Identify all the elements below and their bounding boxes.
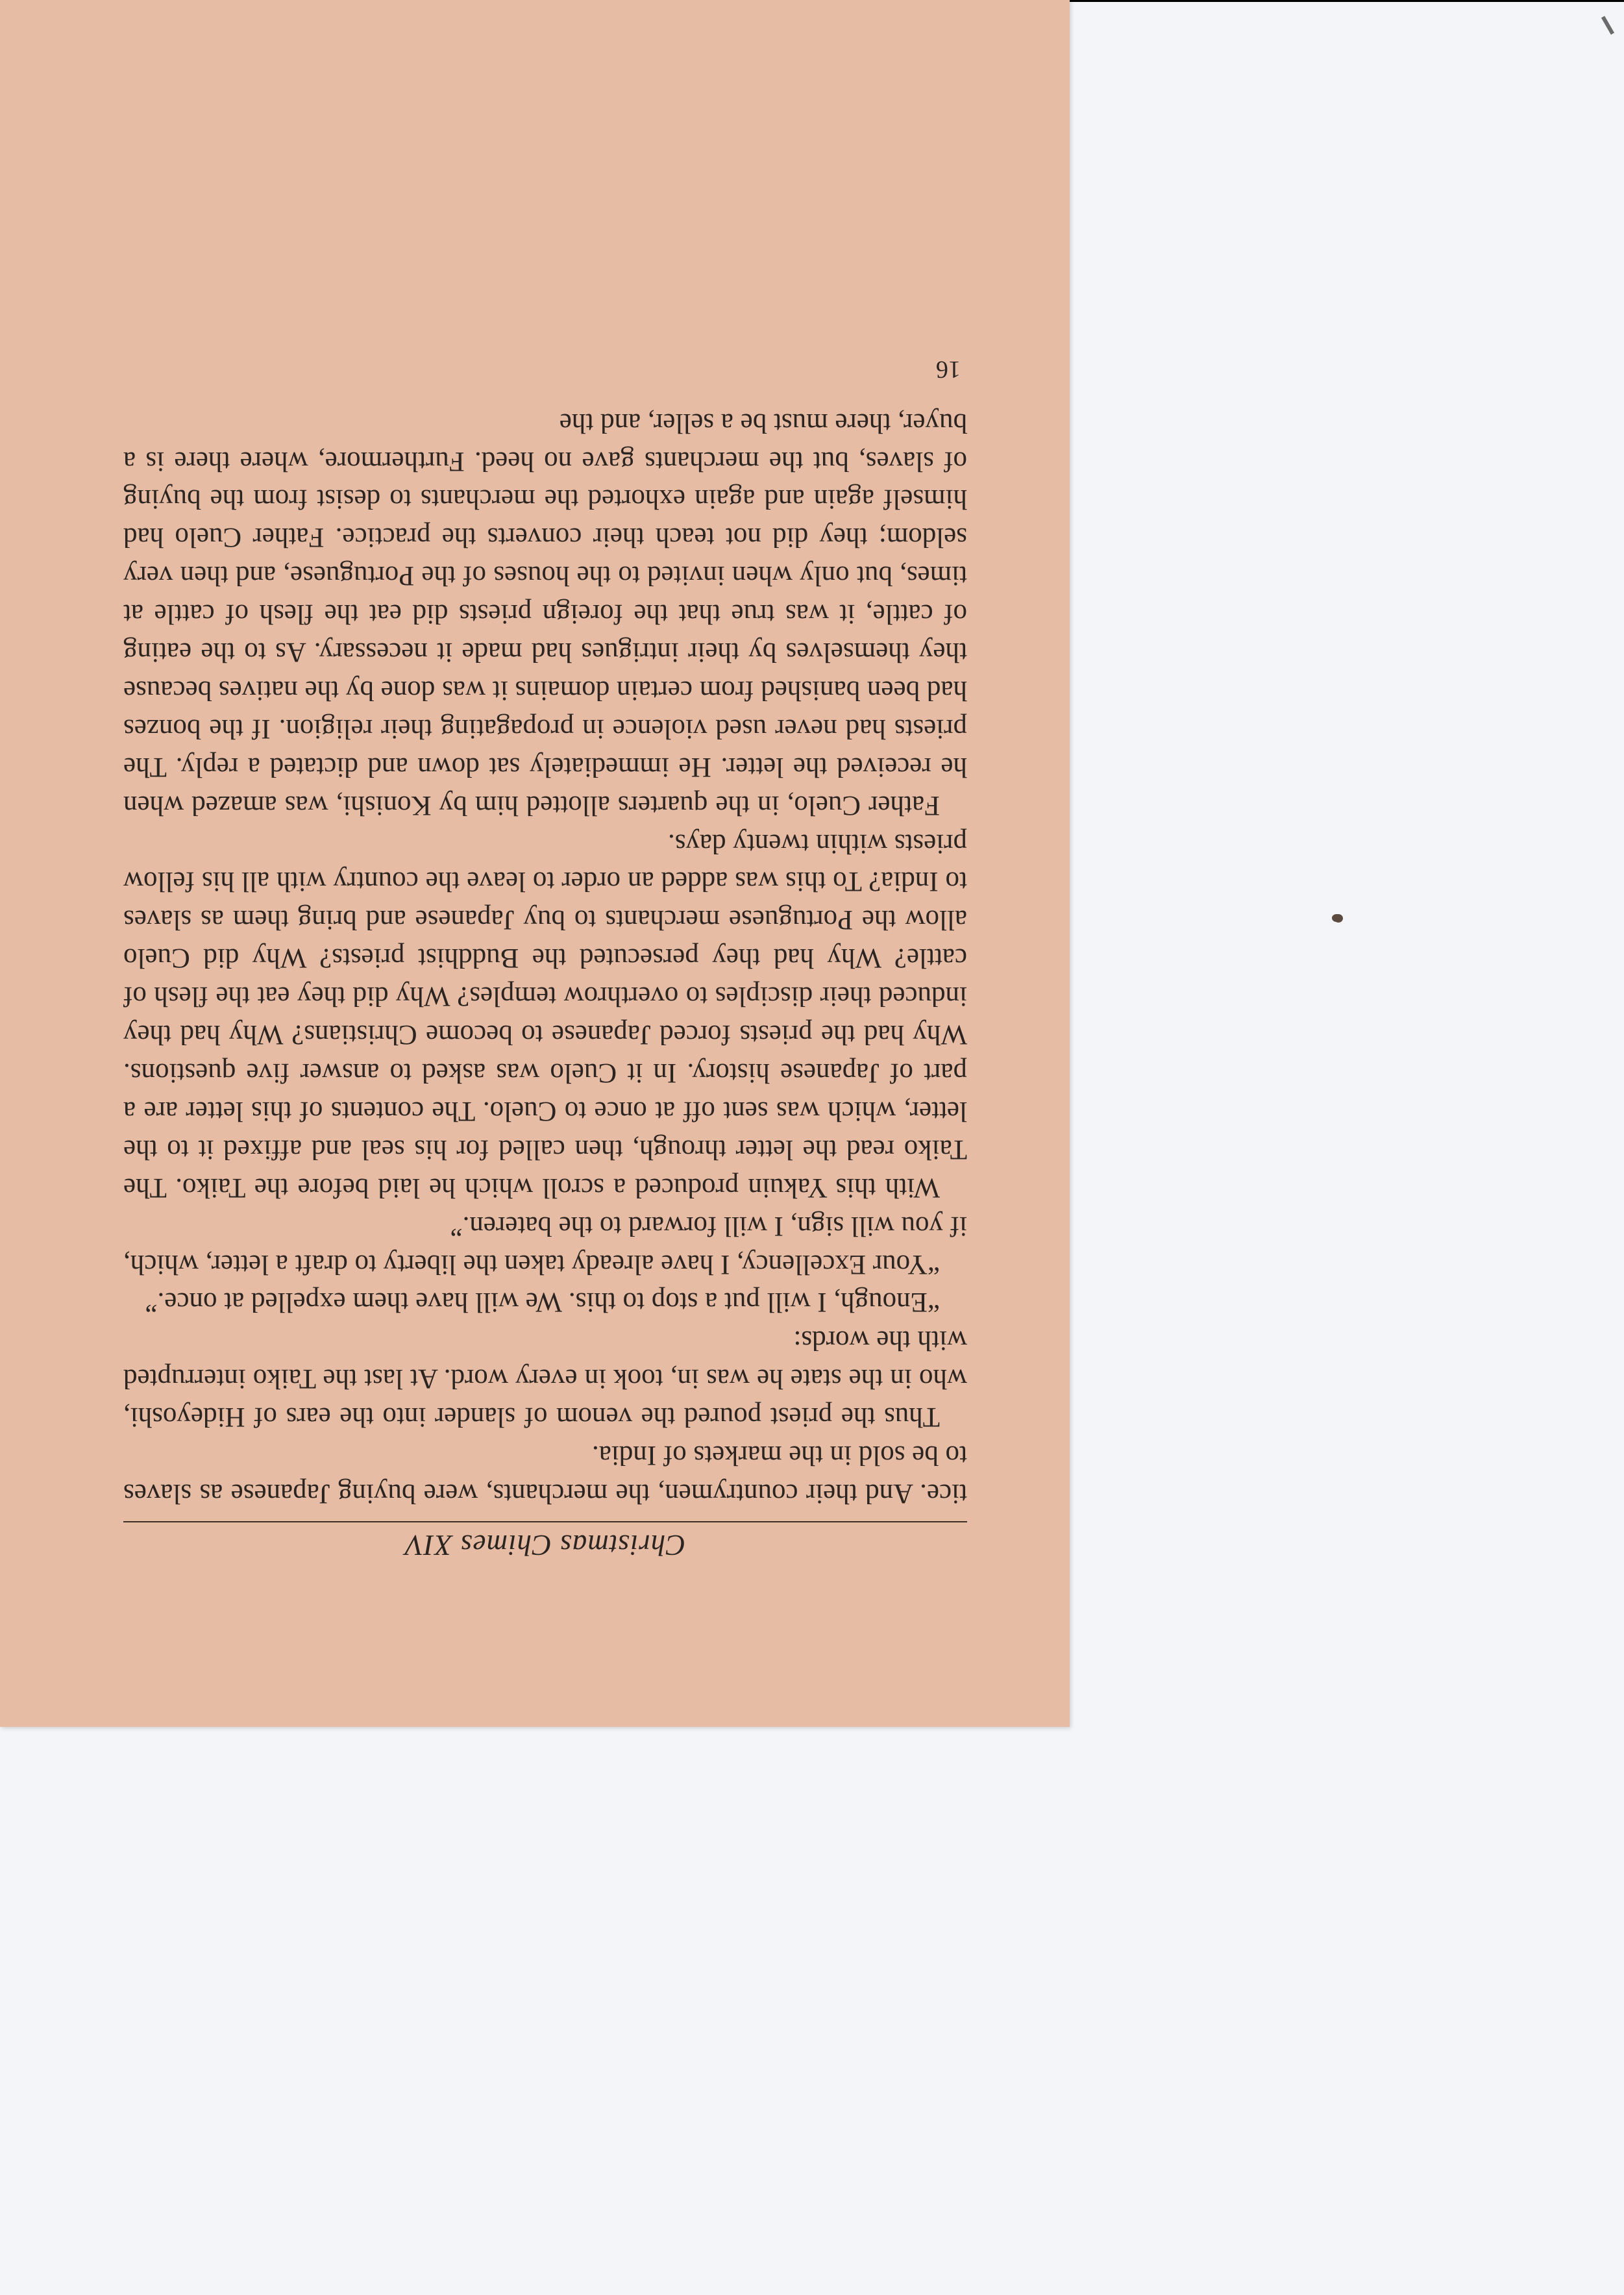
- scan-edge-mark: [1601, 16, 1614, 35]
- paragraph: tice. And their countrymen, the merchants, were buying Japanese as slaves to be sold in the markets of India.: [123, 1440, 967, 1509]
- paragraph: Thus the priest poured the venom of slander into the ears of Hideyoshi, who in the state he was in, took in every word. At last the Taiko interrupted with the words:: [123, 1325, 967, 1433]
- page-number: 16: [936, 355, 961, 383]
- paragraph: “Your Excellency, I have already taken the liberty to draft a letter, which, if you will sign, I will forward to the bateren.”: [123, 1210, 967, 1280]
- paragraph: Father Cuelo, in the quarters allotted him by Konishi, was amazed when he received the letter. He immediately sat down and dictated a reply. The priests had never used violence in propagating their religion. If the bonzes had been banished from certain domains it was done by the natives because they themselves by their intrigues had made it necessary. As to the eating of cattle, it was true that the foreign priests did eat the flesh of cattle at times, but only when invited to the houses of the Portuguese, and then very seldom; they did not teach their converts the practice. Father Cuelo had himself again and again exhorted the merchants to desist from the buying of slaves, but the merchants gave no heed. Furthermore, where there is a buyer, there must be a seller, and the: [123, 407, 967, 821]
- paragraph: With this Yakuin produced a scroll which he laid before the Taiko. The Taiko read the letter through, then called for his seal and affixed it to the letter, which was sent off at once to Cuelo. The contents of this letter are a part of Japanese history. In it Cuelo was asked to answer five questions. Why had the priests forced Japanese to become Christians? Why had they induced their disciples to overthrow temples? Why did they eat the flesh of cattle? Why had they persecuted the Buddhist priests? Why did Cuelo allow the Portuguese merchants to buy Japanese and bring them as slaves to India? To this was added an order to leave the country with all his fellow priests within twenty days.: [123, 828, 967, 1203]
- scanned-page-sheet: [0, 0, 1070, 1727]
- paragraph: “Enough, I will put a stop to this. We will have them expelled at once.”: [145, 1287, 940, 1318]
- scan-speck: [1334, 914, 1343, 923]
- running-head: Christmas Chimes XIV: [123, 1521, 967, 1561]
- scan-top-border: [1070, 0, 1624, 2]
- printed-page-upside-down: [123, 166, 967, 1561]
- body-text: [123, 403, 967, 1512]
